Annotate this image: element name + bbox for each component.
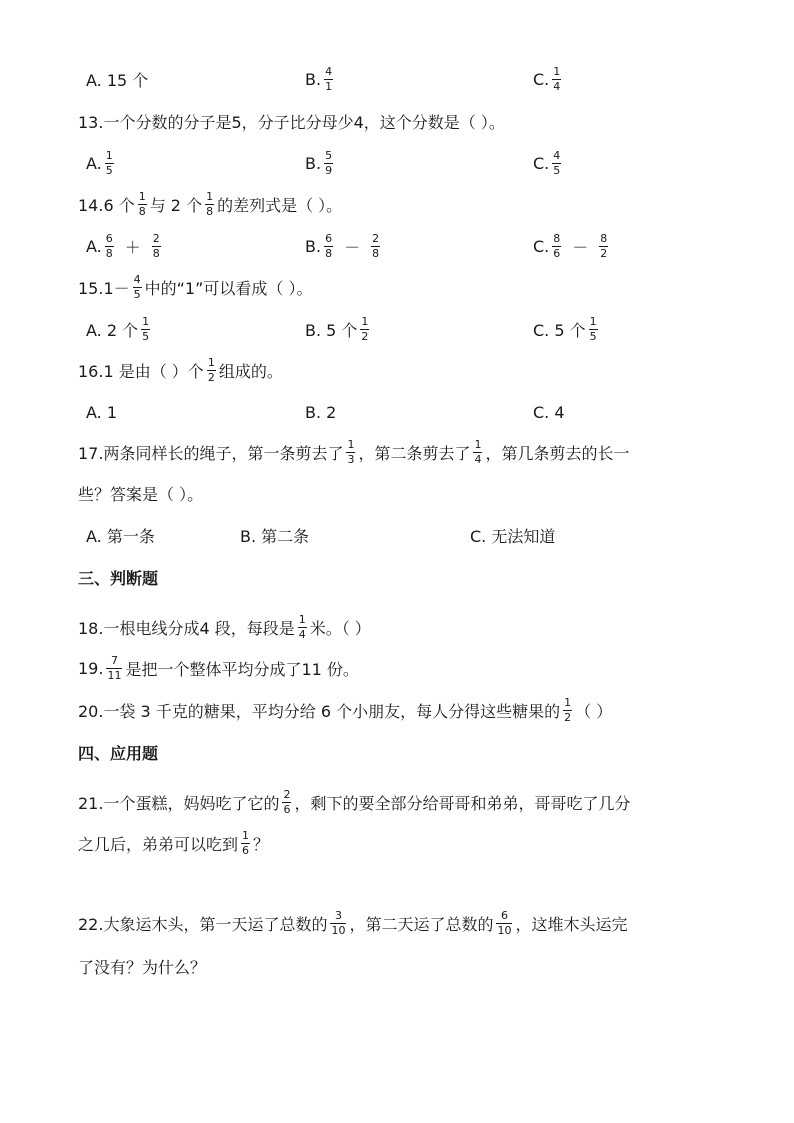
option-b [305, 394, 336, 430]
question-text [78, 905, 627, 941]
fraction [552, 233, 561, 260]
option-c [470, 517, 555, 553]
fraction [371, 233, 380, 260]
text-segment: 16.1 是由（ ）个 [78, 361, 204, 381]
fraction-denominator: 10 [331, 923, 346, 937]
question-text [78, 475, 203, 511]
fraction-denominator: 2 [207, 370, 215, 384]
fraction-numerator: 1 [105, 148, 113, 162]
fraction [552, 150, 561, 177]
fraction-numerator: 6 [325, 231, 333, 245]
fraction [346, 439, 355, 466]
text-segment: B. 5 个 [305, 320, 358, 340]
operator-sign: － [572, 237, 589, 257]
fraction-numerator: 5 [325, 148, 333, 162]
question-text [78, 784, 630, 820]
fraction [205, 191, 214, 218]
text-segment: B. [305, 236, 322, 256]
question-line [0, 475, 794, 511]
option-c [533, 145, 564, 181]
fraction [106, 655, 122, 682]
fraction [141, 316, 150, 343]
fraction-denominator: 4 [474, 452, 482, 466]
question-line [0, 352, 794, 388]
fraction-denominator: 4 [553, 79, 561, 93]
question-line [0, 948, 794, 984]
option-a [86, 394, 117, 430]
option-a [86, 228, 164, 264]
fraction [360, 316, 369, 343]
fraction-denominator: 6 [283, 802, 291, 816]
text-segment: B. 2 [305, 402, 337, 422]
option-b [305, 61, 336, 97]
operator-sign: － [344, 237, 361, 257]
text-segment: B. 第二条 [240, 526, 310, 546]
option-a [86, 517, 155, 553]
fraction-denominator: 11 [107, 668, 122, 682]
fraction [599, 233, 608, 260]
fraction [324, 150, 333, 177]
fraction-numerator: 2 [283, 787, 291, 801]
fraction [241, 830, 250, 857]
text-segment: B. [305, 69, 322, 89]
question-text [78, 825, 269, 861]
text-segment: 的差列式是（ ）。 [217, 195, 343, 215]
fraction [298, 614, 307, 641]
fraction [496, 910, 512, 937]
text-segment: 15.1－ [78, 278, 130, 298]
fraction-numerator: 1 [206, 189, 214, 203]
question-line [0, 905, 794, 941]
fraction [324, 66, 333, 93]
fraction-numerator: 4 [325, 64, 333, 78]
fraction-denominator: 8 [325, 246, 333, 260]
fraction-denominator: 10 [497, 923, 512, 937]
fraction-numerator: 2 [372, 231, 380, 245]
fraction-numerator: 1 [564, 695, 572, 709]
question-line [0, 825, 794, 861]
fraction-numerator: 1 [361, 314, 369, 328]
text-segment: 18.一根电线分成4 段，每段是 [78, 618, 295, 638]
answer-options [0, 61, 794, 97]
text-segment: 13.一个分数的分子是5，分子比分母少4，这个分数是（ ）。 [78, 112, 505, 132]
fraction-denominator: 6 [553, 246, 561, 260]
text-segment: 组成的。 [218, 361, 283, 381]
text-segment: 21.一个蛋糕，妈妈吃了它的 [78, 793, 280, 813]
text-segment: 22.大象运木头，第一天运了总数的 [78, 914, 328, 934]
fraction [138, 191, 147, 218]
fraction-denominator: 8 [138, 204, 146, 218]
fraction-denominator: 5 [133, 287, 141, 301]
fraction-numerator: 8 [553, 231, 561, 245]
text-segment: 17.两条同样长的绳子，第一条剪去了 [78, 443, 344, 463]
text-segment: A. 2 个 [86, 320, 139, 340]
answer-options [0, 145, 794, 181]
option-a [86, 145, 117, 181]
option-c [533, 228, 611, 264]
operator-sign: ＋ [124, 237, 141, 257]
fraction-numerator: 1 [242, 828, 250, 842]
text-segment: 了没有？为什么？ [78, 957, 207, 977]
text-segment: （ ） [575, 701, 613, 721]
text-segment: C. 4 [533, 402, 565, 422]
fraction [282, 789, 291, 816]
fraction-denominator: 3 [347, 452, 355, 466]
question-text [78, 103, 505, 139]
text-segment: ，这堆木头运完 [515, 914, 628, 934]
text-segment: A. 15 个 [86, 70, 149, 90]
question-line [0, 269, 794, 305]
text-segment: A. 1 [86, 402, 118, 422]
fraction-denominator: 6 [242, 843, 250, 857]
question-text [78, 352, 283, 388]
option-c [533, 394, 565, 430]
fraction-numerator: 1 [207, 355, 215, 369]
fraction [589, 316, 598, 343]
text-segment: C. 无法知道 [470, 526, 556, 546]
text-segment: 之几后，弟弟可以吃到 [78, 834, 239, 854]
fraction [105, 150, 114, 177]
option-b [305, 145, 336, 181]
fraction [207, 357, 216, 384]
fraction-numerator: 1 [298, 612, 306, 626]
text-segment: C. [533, 69, 550, 89]
option-a [86, 311, 153, 347]
text-segment: 米。（ ） [309, 618, 371, 638]
fraction-numerator: 1 [347, 437, 355, 451]
section-heading [0, 559, 794, 595]
fraction-denominator: 5 [589, 329, 597, 343]
question-line [0, 609, 794, 645]
option-b [305, 311, 372, 347]
text-segment: 三、判断题 [78, 568, 159, 588]
fraction-denominator: 4 [298, 627, 306, 641]
question-text [78, 269, 313, 305]
fraction-numerator: 3 [334, 908, 342, 922]
text-segment: ，剩下的要全部分给哥哥和弟弟，哥哥吃了几分 [294, 793, 631, 813]
fraction-denominator: 2 [361, 329, 369, 343]
question-line [0, 434, 794, 470]
fraction-numerator: 4 [553, 148, 561, 162]
text-segment: C. 5 个 [533, 320, 586, 340]
section-title [78, 559, 158, 595]
option-a [86, 61, 148, 97]
fraction-numerator: 6 [105, 231, 113, 245]
option-b [240, 517, 309, 553]
fraction-numerator: 1 [474, 437, 482, 451]
fraction-numerator: 1 [589, 314, 597, 328]
text-segment: 中的“1”可以看成（ ）。 [144, 278, 313, 298]
question-text [78, 609, 371, 645]
section-heading [0, 734, 794, 770]
question-line [0, 784, 794, 820]
fraction [552, 66, 561, 93]
text-segment: C. [533, 236, 550, 256]
answer-options [0, 311, 794, 347]
question-text [78, 948, 206, 984]
fraction-denominator: 1 [325, 79, 333, 93]
question-text [78, 434, 629, 470]
answer-options [0, 228, 794, 264]
fraction-denominator: 5 [553, 163, 561, 177]
question-line [0, 186, 794, 222]
fraction-numerator: 8 [600, 231, 608, 245]
question-text [78, 692, 612, 728]
question-line [0, 650, 794, 686]
text-segment: A. 第一条 [86, 526, 155, 546]
fraction-numerator: 2 [152, 231, 160, 245]
text-segment: B. [305, 153, 322, 173]
fraction [330, 910, 346, 937]
answer-options [0, 517, 794, 553]
fraction-numerator: 1 [142, 314, 150, 328]
text-segment: 些？答案是（ ）。 [78, 484, 204, 504]
question-line [0, 103, 794, 139]
question-line [0, 692, 794, 728]
fraction [133, 274, 142, 301]
text-segment: A. [86, 153, 102, 173]
fraction-numerator: 6 [500, 908, 508, 922]
text-segment: 20.一袋 3 千克的糖果，平均分给 6 个小朋友，每人分得这些糖果的 [78, 701, 561, 721]
fraction [324, 233, 333, 260]
fraction-denominator: 2 [600, 246, 608, 260]
fraction-numerator: 1 [138, 189, 146, 203]
text-segment: ，第几条剪去的长一 [485, 443, 630, 463]
fraction-denominator: 2 [564, 710, 572, 724]
text-segment: 14.6 个 [78, 195, 135, 215]
fraction-denominator: 8 [206, 204, 214, 218]
option-c [533, 61, 564, 97]
text-segment: C. [533, 153, 550, 173]
fraction [563, 697, 572, 724]
fraction-numerator: 1 [553, 64, 561, 78]
fraction [473, 439, 482, 466]
answer-options [0, 394, 794, 430]
option-c [533, 311, 601, 347]
text-segment: A. [86, 236, 102, 256]
fraction-denominator: 8 [372, 246, 380, 260]
fraction-denominator: 5 [142, 329, 150, 343]
text-segment: 是把一个整体平均分成了11 份。 [125, 659, 359, 679]
text-segment: 与 2 个 [149, 195, 203, 215]
fraction-denominator: 8 [152, 246, 160, 260]
question-text [78, 186, 342, 222]
fraction-numerator: 4 [133, 272, 141, 286]
text-segment: ，第二天运了总数的 [349, 914, 494, 934]
fraction [105, 233, 114, 260]
text-segment: ，第二条剪去了 [358, 443, 471, 463]
text-segment: 19. [78, 658, 104, 678]
option-b [305, 228, 383, 264]
fraction [152, 233, 161, 260]
fraction-denominator: 5 [105, 163, 113, 177]
fraction-numerator: 7 [110, 653, 118, 667]
question-text [78, 650, 359, 686]
section-title [78, 734, 158, 770]
text-segment: 四、应用题 [78, 743, 159, 763]
fraction-denominator: 9 [325, 163, 333, 177]
fraction-denominator: 8 [105, 246, 113, 260]
text-segment: ？ [253, 834, 270, 854]
